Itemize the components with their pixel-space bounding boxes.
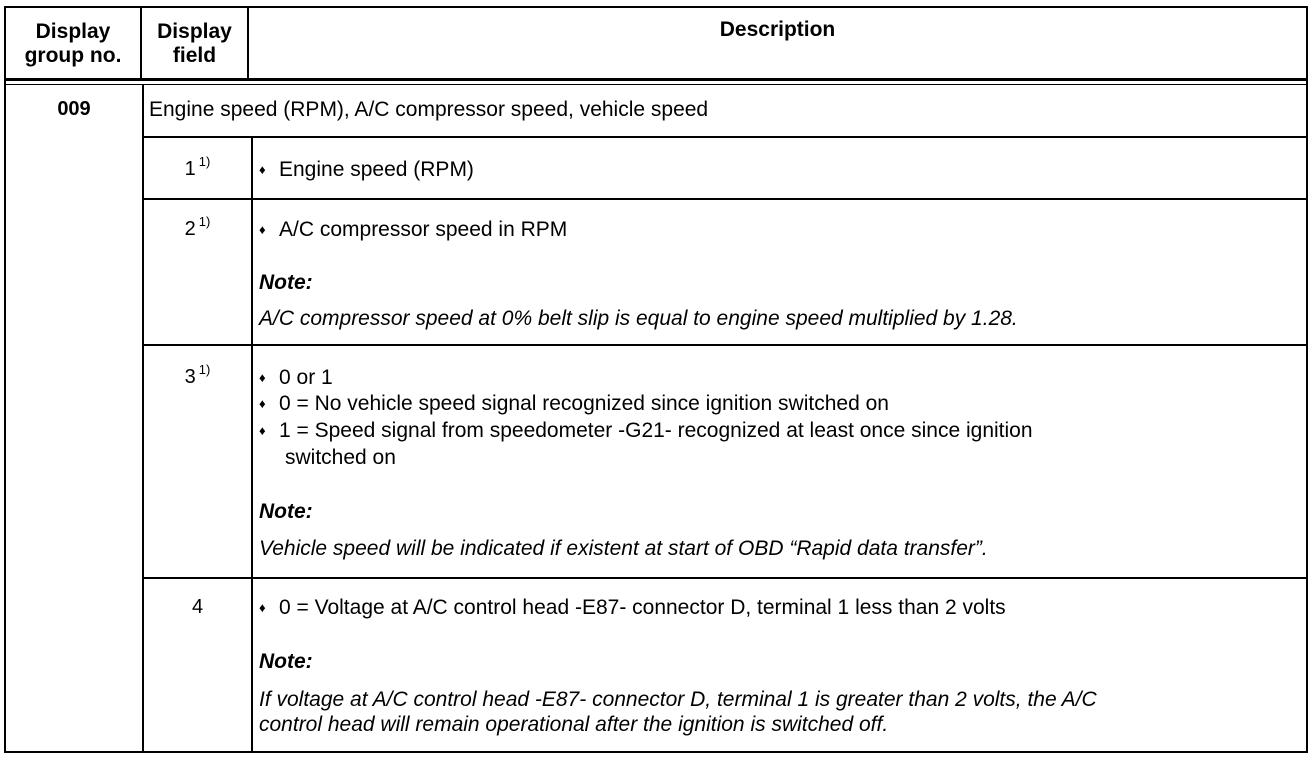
note-text: Vehicle speed will be indicated if existent at start of OBD “Rapid data transfer”.	[259, 537, 988, 560]
description-line	[259, 392, 889, 416]
note-label: Note:	[259, 271, 313, 294]
bullet-icon: ♦	[259, 396, 266, 411]
footnote-marker: 1)	[198, 362, 211, 377]
row-sep-2	[142, 344, 1308, 346]
bullet-icon: ♦	[259, 222, 266, 237]
note-text: control head will remain operational after the ignition is switched off.	[259, 713, 889, 736]
row-sep-group-title	[142, 136, 1308, 138]
bullet-icon: ♦	[259, 162, 266, 177]
note-text: A/C compressor speed at 0% belt slip is equal to engine speed multiplied by 1.28.	[259, 307, 1018, 330]
bullet-icon: ♦	[259, 600, 266, 615]
description-line-continuation: switched on	[285, 446, 396, 469]
description-text: 0 = Voltage at A/C control head -E87- connector D, terminal 1 less than 2 volts	[279, 596, 1006, 619]
group-col-sep	[142, 84, 144, 752]
note-text: If voltage at A/C control head -E87- connector D, terminal 1 is greater than 2 volts, the A/C	[259, 688, 1097, 711]
description-text: 1 = Speed signal from speedometer -G21- recognized at least once since ignition	[279, 419, 1033, 442]
description-text: A/C compressor speed in RPM	[279, 218, 568, 241]
header-display-field-line1: Display	[157, 20, 232, 43]
row-sep-3	[142, 577, 1308, 579]
header-rule	[4, 78, 1308, 81]
description-line	[259, 218, 567, 242]
note-label: Note:	[259, 650, 313, 673]
table-border-top	[4, 6, 1308, 8]
table-border-bottom	[4, 751, 1308, 753]
description-text: 0 = No vehicle speed signal recognized since ignition switched on	[279, 392, 889, 415]
field-number	[144, 214, 251, 241]
description-line	[259, 158, 474, 182]
field-number-value: 1	[184, 158, 196, 180]
description-line	[259, 366, 333, 390]
header-group-no	[6, 20, 140, 68]
footnote-marker: 1)	[198, 214, 211, 229]
header-group-no-line2: group no.	[24, 44, 122, 67]
note-label: Note:	[259, 500, 313, 523]
field-number	[144, 154, 251, 181]
field-number	[144, 596, 251, 619]
description-line	[259, 419, 1033, 443]
header-display-field	[142, 20, 247, 68]
description-line	[259, 596, 1006, 620]
group-title: Engine speed (RPM), A/C compressor speed, vehicle speed	[149, 98, 709, 121]
header-rule-thin	[4, 84, 1308, 85]
field-number	[144, 362, 251, 389]
header-group-no-line1: Display	[35, 20, 111, 43]
table-border-right	[1306, 6, 1308, 753]
field-col-sep	[251, 137, 253, 752]
footnote-marker: 1)	[198, 154, 211, 169]
row-sep-1	[142, 198, 1308, 200]
group-number: 009	[57, 98, 91, 120]
description-text: 0 or 1	[279, 366, 333, 389]
header-display-field-line2: field	[172, 44, 217, 67]
description-text: Engine speed (RPM)	[279, 158, 474, 181]
bullet-icon: ♦	[259, 370, 266, 385]
field-number-value: 3	[184, 366, 196, 388]
header-description: Description	[719, 18, 836, 41]
field-number-value: 4	[191, 596, 204, 618]
field-number-value: 2	[184, 218, 196, 240]
bullet-icon: ♦	[259, 423, 266, 438]
